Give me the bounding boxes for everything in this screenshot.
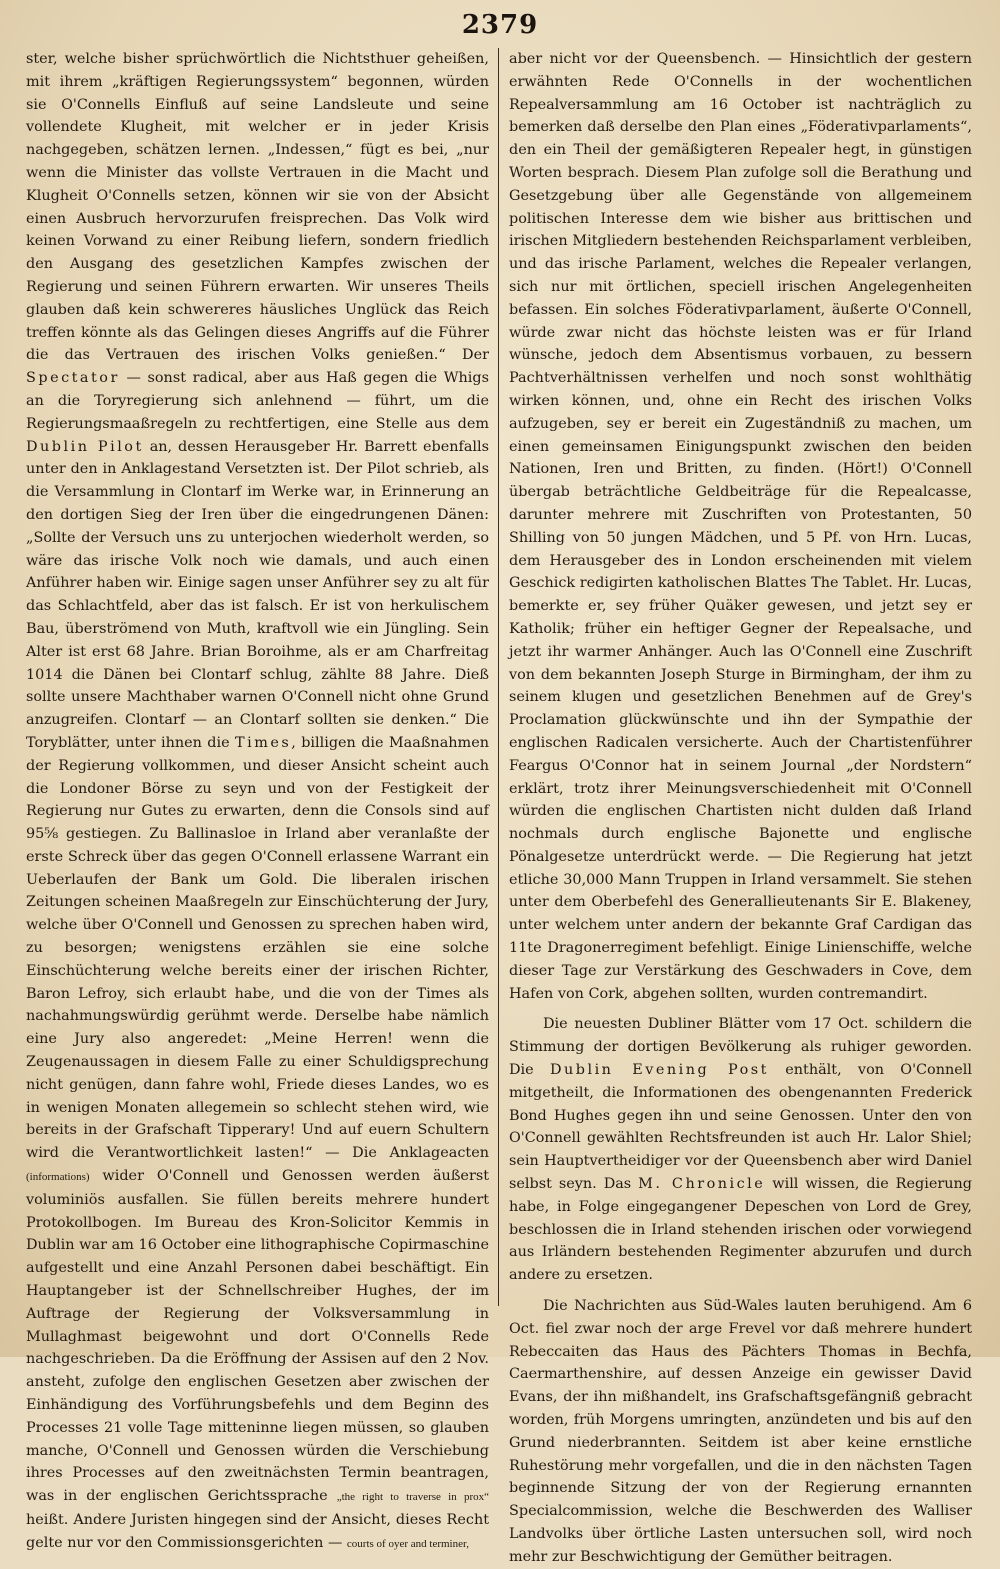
- page-number: 2379: [461, 10, 539, 40]
- english-term: (informations): [26, 1171, 90, 1184]
- publication-name: Times: [235, 734, 292, 751]
- text-run: Die neuesten Dubliner Blätter vom 17 Oct. schildern die Stimmung der dortigen Bevölkerung als ruhiger geworden. Die: [509, 1016, 972, 1079]
- text-run: heißt. Andere Juristen hingegen sind der Ansicht, dieses Recht gelte nur vor den Commissionsgerichten —: [26, 1512, 489, 1551]
- text-run: will wissen, die Regierung habe, in Folge eingegangener Depeschen von Lord de Grey, beschlossen die in Irland stehenden irischen oder vorwiegend aus Irländern bestehenden Regimenter abzurufen und durch andere zu ersetzen.: [509, 1176, 972, 1284]
- text-run: an, dessen Herausgeber Hr. Barrett ebenfalls unter den in Anklagestand Versetzten ist. Der Pilot schrieb, als die Versammlung in Clontarf im Werke war, in Erinnerung an den dortigen Sieg der Iren über die eingedrungenen Dänen: „Sollte der Versuch uns zu unterjochen wiederholt werden, so wäre das irische Volk noch wie damals, und auch einen Anführer haben wir. Einige sagen unser Anführer sey zu alt für das Schlachtfeld, aber das ist falsch. Er ist von herkulischem Bau, überströmend von Muth, kraftvoll wie ein Jüngling. Sein Alter ist erst 68 Jahre. Brian Boroihme, als er am Charfreitag 1014 die Dänen bei Clontarf schlug, zählte 88 Jahre. Dieß sollte unsere Machthaber warnen O'Connell nicht ohne Grund anzugreifen. Clontarf — an Clontarf sollten sie denken.“ Die Toryblätter, unter ihnen die: [26, 438, 489, 751]
- publication-name: Spectator: [26, 370, 120, 387]
- paragraph: aber nicht vor der Queensbench. — Hinsichtlich der gestern erwähnten Rede O'Connells in der wochentlichen Repealversammlung am 16 October ist nachträglich zu bemerken daß derselbe den Plan eines „Föderativparlaments“, den ein Theil der gemäßigteren Repealer hegt, in günstigen Worten besprach. Diesem Plan zufolge soll die Berathung und Gesetzgebung über alle Gegenstände von allgemeinem politischen Interesse dem wie bisher aus brittischen und irischen Mitgliedern bestehenden Reichsparlament verbleiben, und das irische Parlament, welches die Repealer verlangen, sich nur mit örtlichen, speciell irischen Angelegenheiten befassen. Ein solches Föderativparlament, äußerte O'Connell, würde zwar nicht das höchste leisten was er für Irland wünsche, jedoch dem Absentismus vorbauen, zu bessern Pachtverhältnissen verhelfen und noch sonst wohlthätig wirken können, und, ohne ein Recht des irischen Volks aufzugeben, sey er bereit ein Zugeständniß zu machen, um einen gemeinsamen Einigungspunkt zwischen den beiden Nationen, Iren und Britten, zu finden. (Hört!) O'Connell übergab beträchtliche Geldbeiträge für die Repealcasse, darunter mehrere mit Zuschriften von Protestanten, 50 Shilling von 50 jungen Mädchen, und 5 Pf. von Hrn. Lucas, dem Herausgeber des in London erscheinenden mit vielem Geschick redigirten katholischen Blattes The Tablet. Hr. Lucas, bemerkte er, sey früher Quäker gewesen, und jetzt sey er Katholik; früher ein heftiger Gegner der Repealsache, und jetzt ihr warmer Anhänger. Auch las O'Connell eine Zuschrift von dem bekannten Joseph Sturge in Birmingham, der ihm zu seinem klugen und gesetzlichen Benehmen auf de Grey's Proclamation glückwünschte und ihn der Sympathie der englischen Radicalen versicherte. Auch der Chartistenführer Feargus O'Connor hat in seinem Journal „der Nordstern“ erklärt, trotz ihrer Meinungsverschiedenheit mit O'Connell würden die englischen Chartisten nicht dulden daß Irland nochmals durch englische Bajonette und englische Pönalgesetze unterdrückt werde. — Die Regierung hat jetzt etliche 30,000 Mann Truppen in Irland versammelt. Sie stehen unter dem Oberbefehl des Generallieutenants Sir E. Blakeney, unter welchem unter andern der bekannte Graf Cardigan das 11te Dragonerregiment befehligt. Einige Linienschiffe, welche dieser Tage zur Verstärkung des Geschwaders in Cove, dem Hafen von Cork, abgehen sollten, wurden contremandirt.: [509, 51, 972, 1002]
- right-column: [509, 48, 972, 1569]
- publication-name: M. Chronicle: [638, 1176, 766, 1193]
- column-divider: [498, 48, 499, 1306]
- paragraph: [509, 1013, 972, 1287]
- english-term: „the right to traverse in prox“: [336, 1491, 489, 1504]
- text-run: enthält, von O'Connell mitgetheilt, die Informationen des obengenannten Frederick Bond Hughes gegen ihn und seine Genossen. Unter den von O'Connell gewählten Rechtsfreunden ist auch Hr. Lalor Shiel; sein Hauptvertheidiger vor der Queensbench aber wird Daniel selbst seyn. Das: [509, 1062, 972, 1193]
- text-run: wider O'Connell und Genossen werden äußerst voluminiös ausfallen. Sie füllen bereits mehrere hundert Protokollbogen. Im Bureau des Kron-Solicitor Kemmis in Dublin war am 16 October eine lithographische Copirmaschine aufgestellt und eine Anzahl Personen dabei beschäftigt. Ein Hauptangeber ist der Schnellschreiber Hughes, der im Auftrage der Regierung der Volksversammlung in Mullaghmast beigewohnt und dort O'Connells Rede nachgeschrieben. Da die Eröffnung der Assisen auf den 2 Nov. ansteht, zufolge den englischen Gesetzen aber zwischen der Einhändigung des Vorführungsbefehls und dem Beginn des Processes 21 volle Tage mitteninne liegen müssen, so glauben manche, O'Connell und Genossen würden die Verschiebung ihres Processes auf den zweitnächsten Termin beantragen, was in der englischen Gerichtssprache: [26, 1168, 489, 1505]
- english-term: courts of oyer and terminer,: [346, 1537, 469, 1550]
- left-column: [26, 48, 489, 1556]
- publication-name: Dublin Pilot: [26, 438, 144, 455]
- publication-name: Dublin Evening Post: [549, 1062, 769, 1079]
- paragraph: Die Nachrichten aus Süd-Wales lauten beruhigend. Am 6 Oct. fiel zwar noch der arge Frevel vor daß mehrere hundert Rebeccaiten das Haus des Pächters Thomas in Bechfa, Caermarthenshire, auf dessen Anzeige ein gewisser David Evans, der ihn mißhandelt, ins Grafschaftsgefängniß gebracht worden, früh Morgens umringten, anzündeten und bis auf den Grund niederbrannten. Seitdem ist aber keine ernstliche Ruhestörung mehr vorgefallen, und die in den nächsten Tagen beginnende Sitzung der von der Regierung ernannten Specialcommission, welche die Beschwerden des Walliser Landvolks über örtliche Lasten untersuchen soll, wird noch mehr zur Beschwichtigung der Gemüther beitragen.: [509, 1298, 972, 1565]
- paragraph: [26, 48, 489, 1556]
- text-run: ster, welche bisher sprüchwörtlich die Nichtsthuer geheißen, mit ihrem „kräftigen Regierungssystem“ begonnen, würden sie O'Connells Einfluß auf seine Landsleute und seine vollendete Klugheit, mit welcher er in jeder Krisis nachgegeben, schätzen lernen. „Indessen,“ fügt es bei, „nur wenn die Minister das vollste Vertrauen in die Macht und Klugheit O'Connells setzen, können wir sie von der Absicht einen Ausbruch hervorzurufen freisprechen. Das Volk wird keinen Vorwand zu einer Reibung liefern, sondern friedlich den Ausgang des gesetzlichen Kampfes zwischen der Regierung und seinen Führern erwarten. Wir unseres Theils glauben daß kein schwereres häusliches Unglück das Reich treffen könnte als das Gelingen dieses Angriffs auf die Führer die das Vertrauen des irischen Volks genießen.“ Der: [26, 51, 489, 364]
- text-run: — sonst radical, aber aus Haß gegen die Whigs an die Toryregierung sich anlehnend — führt, um die Regierungsmaaßregeln zu rechtfertigen, eine Stelle aus dem: [26, 370, 489, 432]
- text-run: , billigen die Maaßnahmen der Regierung vollkommen, und dieser Ansicht scheint auch die Londoner Börse zu seyn und von der Festigkeit der Regierung nur Gutes zu erwarten, denn die Consols sind auf 95⅝ gestiegen. Zu Ballinasloe in Irland aber veranlaßte der erste Schreck über das gegen O'Connell erlassene Warrant ein Ueberlaufen der Bank um Gold. Die liberalen irischen Zeitungen scheinen Maaßregeln zur Einschüchterung der Jury, welche über O'Connell und Genossen zu sprechen haben wird, zu besorgen; wenigstens erzählen sie eine solche Einschüchterung welche bereits einer der irischen Richter, Baron Lefroy, sich erlaubt habe, und die von der Times als nachahmungswürdig gerühmt werde. Derselbe habe nämlich eine Jury also angeredet: „Meine Herren! wenn die Zeugenaussagen in diesem Falle zu einer Schuldigsprechung nicht genügen, dann fahre wohl, Friede dieses Landes, wo es in wenigen Monaten allegemein so schlecht stehen wird, wie bereits in der Grafschaft Tipperary! Und auf euern Schultern wird die Verantwortlichkeit lasten!“ — Die Anklageacten: [26, 734, 489, 1162]
